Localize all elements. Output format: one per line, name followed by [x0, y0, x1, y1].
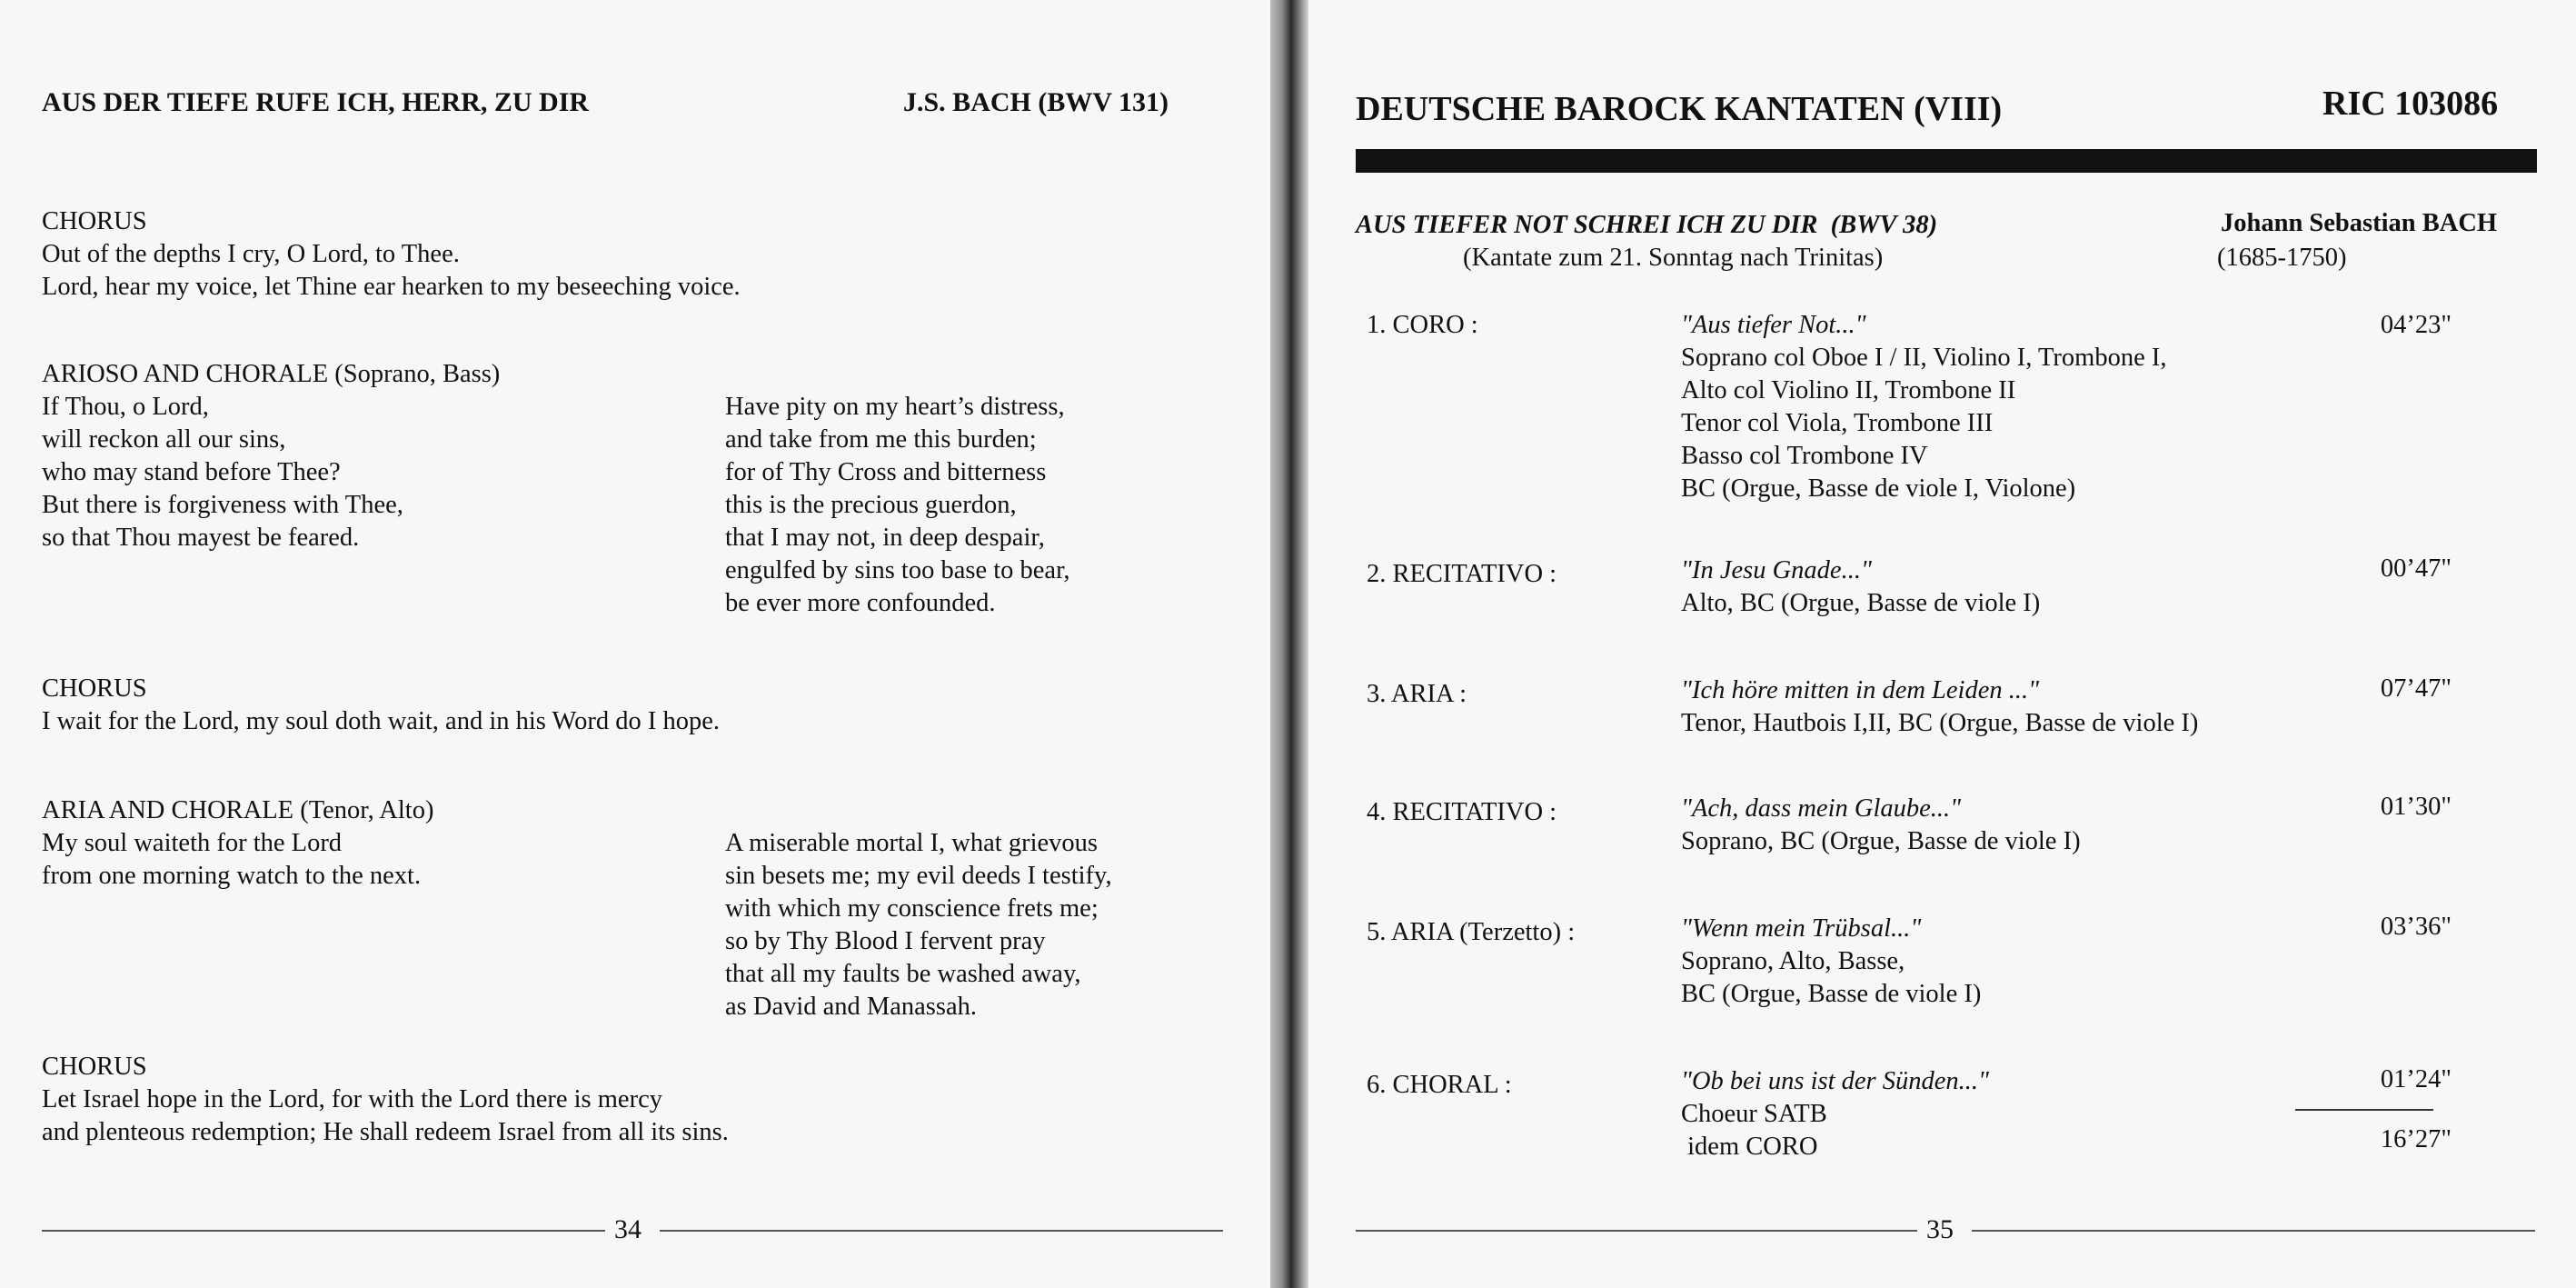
text-line: with which my conscience frets me;	[725, 894, 1099, 923]
movement-2-duration: 00’47"	[2380, 554, 2452, 583]
right-page	[1308, 0, 2576, 1288]
scoring-line: BC (Orgue, Basse de viole I)	[1681, 980, 1982, 1008]
text-line: for of Thy Cross and bitterness	[725, 458, 1047, 486]
section-heading: CHORUS	[42, 674, 147, 703]
composer-dates: (1685-1750)	[2217, 244, 2347, 272]
text-line: If Thou, o Lord,	[42, 393, 209, 421]
scoring-line: Tenor col Viola, Trombone III	[1681, 409, 1994, 437]
left-page	[0, 0, 1270, 1288]
left-page-title: AUS DER TIEFE RUFE ICH, HERR, ZU DIR	[42, 87, 590, 117]
movement-2-body	[1681, 554, 2040, 620]
movement-5-duration: 03’36"	[2380, 913, 2452, 941]
footer-rule-right	[1972, 1230, 2535, 1232]
scoring-line: Tenor, Hautbois I,II, BC (Orgue, Basse de viole I)	[1681, 709, 2199, 737]
text-line: My soul waiteth for the Lord	[42, 829, 343, 857]
text-line: that all my faults be washed away,	[725, 960, 1081, 988]
movement-4-body	[1681, 793, 2081, 858]
text-line: A miserable mortal I, what grievous	[725, 829, 1098, 857]
movement-1-duration: 04’23"	[2380, 311, 2452, 339]
section-heading: CHORUS	[42, 207, 147, 235]
movement-1-body	[1681, 309, 2166, 505]
scoring-line: BC (Orgue, Basse de viole I, Violone)	[1681, 474, 2076, 503]
section-arioso-chorale	[42, 358, 500, 554]
work-heading	[1356, 209, 1937, 242]
section-chorus-2	[42, 673, 720, 738]
movement-5-label: 5. ARIA (Terzetto) :	[1367, 918, 1576, 946]
text-line: Out of the depths I cry, O Lord, to Thee.	[42, 240, 460, 268]
text-line: this is the precious guerdon,	[725, 491, 1017, 519]
text-line: who may stand before Thee?	[42, 458, 341, 486]
scoring-line: Alto, BC (Orgue, Basse de viole I)	[1681, 589, 2041, 617]
footer-rule-right	[660, 1230, 1223, 1232]
album-title: DEUTSCHE BAROCK KANTATEN (VIII)	[1356, 90, 2003, 128]
scoring-line: Choeur SATB	[1681, 1100, 1827, 1128]
text-line: I wait for the Lord, my soul doth wait, and in his Word do I hope.	[42, 707, 720, 735]
movement-6-body	[1681, 1065, 1989, 1163]
movement-incipit: "Ich höre mitten in dem Leiden ..."	[1681, 676, 2040, 704]
work-subtitle: (Kantate zum 21. Sonntag nach Trinitas)	[1463, 244, 1884, 272]
text-line: from one morning watch to the next.	[42, 862, 422, 890]
scoring-line: Soprano, BC (Orgue, Basse de viole I)	[1681, 827, 2081, 855]
movement-5-body	[1681, 913, 1981, 1011]
section-aria-chorale	[42, 794, 433, 893]
text-line: But there is forgiveness with Thee,	[42, 491, 403, 519]
movement-incipit: "In Jesu Gnade..."	[1681, 556, 1872, 584]
book-spine	[1270, 0, 1308, 1288]
page-number: 34	[614, 1214, 642, 1244]
scoring-line: Soprano, Alto, Basse,	[1681, 947, 1905, 975]
footer-rule-left	[1356, 1230, 1917, 1232]
header-bar	[1356, 149, 2537, 173]
movement-2-label: 2. RECITATIVO :	[1367, 560, 1557, 588]
scoring-line: Basso col Trombone IV	[1681, 442, 1928, 470]
text-line: so that Thou mayest be feared.	[42, 524, 360, 552]
work-bwv: (BWV 38)	[1830, 211, 1938, 239]
text-line: sin besets me; my evil deeds I testify,	[725, 862, 1112, 890]
movement-4-duration: 01’30"	[2380, 793, 2452, 821]
composer-name: Johann Sebastian BACH	[2221, 209, 2498, 237]
movement-incipit: "Wenn mein Trübsal..."	[1681, 914, 1922, 943]
total-duration: 16’27"	[2380, 1125, 2452, 1153]
text-line: engulfed by sins too base to bear,	[725, 556, 1070, 584]
text-line: and plenteous redemption; He shall redeem Israel from all its sins.	[42, 1118, 729, 1146]
section-arioso-chorale-col2	[725, 391, 1070, 620]
scoring-line: idem CORO	[1681, 1133, 1818, 1161]
movement-3-duration: 07’47"	[2380, 674, 2452, 703]
movement-incipit: "Aus tiefer Not..."	[1681, 311, 1866, 339]
movement-incipit: "Ob bei uns ist der Sünden..."	[1681, 1067, 1989, 1095]
text-line: so by Thy Blood I fervent pray	[725, 927, 1046, 955]
movement-incipit: "Ach, dass mein Glaube..."	[1681, 794, 1962, 823]
total-rule	[2295, 1109, 2433, 1111]
movement-4-label: 4. RECITATIVO :	[1367, 798, 1557, 826]
left-page-composer: J.S. BACH (BWV 131)	[903, 87, 1169, 117]
movement-6-label: 6. CHORAL :	[1367, 1071, 1512, 1099]
movement-3-label: 3. ARIA :	[1367, 680, 1467, 708]
work-title: AUS TIEFER NOT SCHREI ICH ZU DIR	[1356, 211, 1818, 239]
page-number: 35	[1926, 1214, 1954, 1244]
text-line: Let Israel hope in the Lord, for with the Lord there is mercy	[42, 1085, 662, 1113]
section-heading: ARIA AND CHORALE (Tenor, Alto)	[42, 796, 434, 824]
text-line: be ever more confounded.	[725, 589, 996, 617]
text-line: as David and Manassah.	[725, 993, 978, 1021]
text-line: will reckon all our sins,	[42, 425, 286, 454]
text-line: and take from me this burden;	[725, 425, 1037, 454]
section-heading: CHORUS	[42, 1053, 147, 1081]
movement-3-body	[1681, 674, 2198, 740]
section-heading: ARIOSO AND CHORALE (Soprano, Bass)	[42, 360, 501, 388]
text-line: Have pity on my heart’s distress,	[725, 393, 1065, 421]
movement-6-duration: 01’24"	[2380, 1065, 2452, 1093]
scoring-line: Soprano col Oboe I / II, Violino I, Trombone I,	[1681, 344, 2167, 372]
section-chorus-3	[42, 1051, 729, 1149]
text-line: Lord, hear my voice, let Thine ear hearken to my beseeching voice.	[42, 273, 741, 301]
scoring-line: Alto col Violino II, Trombone II	[1681, 376, 2016, 404]
section-aria-chorale-col2	[725, 827, 1112, 1023]
catalog-number: RIC 103086	[2322, 85, 2499, 123]
section-chorus-1	[42, 205, 741, 304]
movement-1-label: 1. CORO :	[1367, 311, 1478, 339]
text-line: that I may not, in deep despair,	[725, 524, 1045, 552]
footer-rule-left	[42, 1230, 605, 1232]
